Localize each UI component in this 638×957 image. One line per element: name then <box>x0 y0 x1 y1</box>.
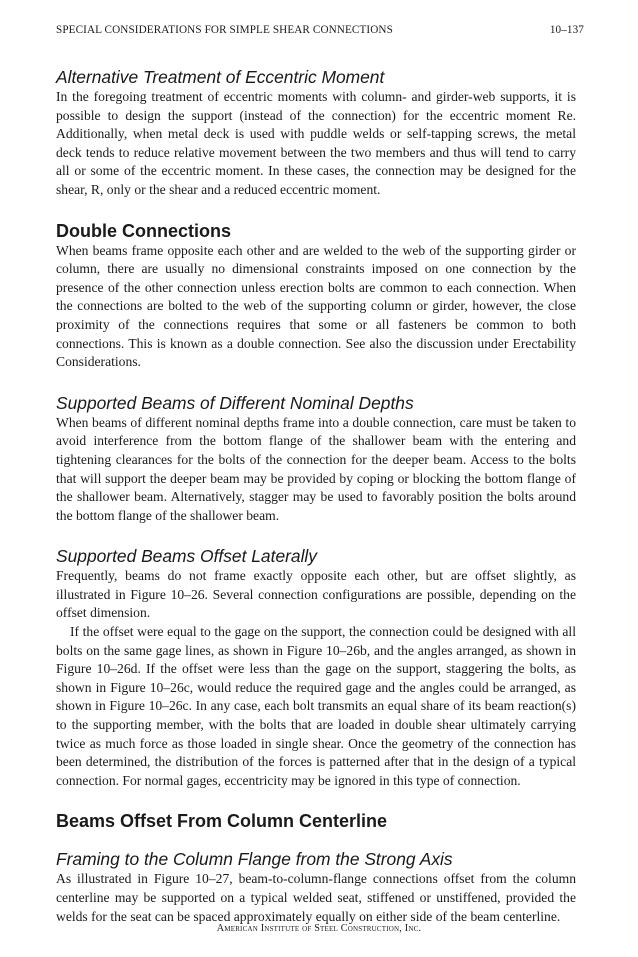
heading-alternative-treatment: Alternative Treatment of Eccentric Moment <box>56 67 385 87</box>
heading-strong-axis: Framing to the Column Flange from the Strong Axis <box>56 849 453 870</box>
paragraph-offset-laterally-2: If the offset were equal to the gage on the support, the connection could be designed with all bolts on the same gage lines, as shown in Figure 10–26b, and the angles arranged, as shown in Figure 10–26d. If the offset were less than the gage on the support, staggering the bolts, as shown in Figure 10–26c, would reduce the required gage and the angles could be arranged, as shown in Figure 10–26c. In any case, each bolt transmits an equal share of its beam reaction(s) to the supporting member, with the bolts that are loaded in double shear ultimately carrying twice as much force as those loaded in single shear. Once the geometry of the connection has been determined, the distribution of the forces is patterned after that in the design of a typical connection. For normal gages, eccentricity may be ignored in this type of connection. <box>56 624 576 788</box>
heading-double-connections: Double Connections <box>56 220 231 241</box>
heading-different-depths: Supported Beams of Different Nominal Depths <box>56 392 414 413</box>
page-number: 10–137 <box>549 24 584 36</box>
paragraph-different-depths: When beams of different nominal depths frame into a double connection, care must be taken to avoid interference from the bottom flange of the shallower beam with the entering and tightening clearances for the bolts of the connection for the deeper beam. Access to the bolts that will support the deeper beam may be provided by coping or blocking the bottom flange of the shallower beam. Alternatively, stagger may be used to favorably position the bolts around the bottom flange of the shallower beam. <box>56 414 576 523</box>
paragraph-strong-axis: As illustrated in Figure 10–27, beam-to-column-flange connections offset from the column centerline may be supported on a typical welded seat, stiffened or unstiffened, provided the welds for the seat can be spaced approximately equally on either side of the beam centerline. <box>56 871 576 924</box>
heading-offset-centerline: Beams Offset From Column Centerline <box>56 811 388 832</box>
running-title: SPECIAL CONSIDERATIONS FOR SIMPLE SHEAR CONNECTIONS <box>56 24 393 36</box>
paragraph-offset-laterally-1: Frequently, beams do not frame exactly opposite each other, but are offset slightly, as illustrated in Figure 10–26. Several connection configurations are possible, depending on the offset dimension. <box>56 568 576 621</box>
heading-offset-laterally: Supported Beams Offset Laterally <box>56 546 317 567</box>
paragraph-double-connections: When beams frame opposite each other and are welded to the web of the supporting girder or column, there are usually no dimensional constraints imposed on one connection by the presence of the other connection unless erection bolts are common to each connection. When the connections are bolted to the web of the supporting column or girder, however, the close proximity of the connections requires that some or all fasteners be common to both connections. This is known as a double connection. See also the discussion under Erectability Considerations. <box>56 242 576 370</box>
page-body <box>56 66 576 926</box>
paragraph-alternative-treatment: In the foregoing treatment of eccentric moments with column- and girder-web supports, it is possible to design the support (instead of the connection) for the eccentric moment Re. Additionally, when metal deck is used with puddle welds or self-tapping screws, the metal deck tends to reduce relative movement between the two members and thus will tend to carry all or some of the eccentric moment. In these cases, the connection may be designed for the shear, R, only or the shear and a reduced eccentric moment. <box>56 89 576 197</box>
page-footer: American Institute of Steel Construction, Inc. <box>216 923 422 934</box>
